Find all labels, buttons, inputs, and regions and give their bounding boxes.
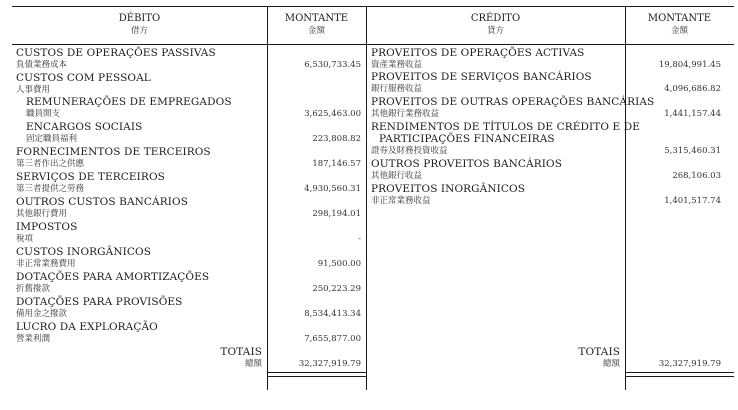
debit-label: CUSTOS COM PESSOAL xyxy=(16,72,151,84)
credit-label-continued: PARTICIPAÇÕES FINANCEIRAS xyxy=(379,133,555,145)
credit-amount: 19,804,991.45 xyxy=(658,60,721,70)
debit-total-amount: 32,327,919.79 xyxy=(298,359,361,369)
debit-zh: 其他銀行費用 xyxy=(16,209,68,219)
debit-amount: 4,930,560.31 xyxy=(304,184,361,194)
debit-label: CUSTOS INORGÂNICOS xyxy=(16,246,152,258)
credit-label: RENDIMENTOS DE TÍTULOS DE CRÉDITO E DE xyxy=(371,121,641,133)
credit-label: PROVEITOS DE SERVIÇOS BANCÁRIOS xyxy=(371,71,592,83)
credit-header-zh: 貸方 xyxy=(486,26,504,36)
debit-amount: 298,194.01 xyxy=(312,209,361,219)
debit-amount: 8,534,413.34 xyxy=(304,309,361,319)
credit-amount-header: MONTANTE xyxy=(647,13,712,24)
debit-zh: 備用金之撥款 xyxy=(16,309,68,319)
debit-amount: 3,625,463.00 xyxy=(304,109,361,119)
credit-amount-header-zh: 金額 xyxy=(670,26,688,36)
credit-total-rule-1 xyxy=(625,372,734,373)
credit-amount: 1,401,517.74 xyxy=(664,196,721,206)
debit-total-rule-1 xyxy=(267,372,366,373)
credit-zh: 證券及財務投資收益 xyxy=(371,146,448,156)
credit-label: PROVEITOS INORGÂNICOS xyxy=(371,183,526,195)
debit-zh: 稅項 xyxy=(16,234,34,244)
debit-amount: - xyxy=(358,234,361,244)
debit-zh: 第三者提供之勞務 xyxy=(16,184,85,194)
debit-amount-header-zh: 金額 xyxy=(307,26,325,36)
credit-zh: 其他銀行業務收益 xyxy=(371,109,440,119)
debit-zh: 負債業務成本 xyxy=(16,60,68,70)
debit-label: OUTROS CUSTOS BANCÁRIOS xyxy=(16,196,188,208)
debit-zh: 非正常業務費用 xyxy=(16,259,76,269)
credit-label: PROVEITOS DE OUTRAS OPERAÇÕES BANCÁRIAS xyxy=(371,96,655,108)
debit-label: ENCARGOS SOCIAIS xyxy=(26,121,143,133)
debit-amount: 7,655,877.00 xyxy=(304,334,361,344)
credit-zh: 銀行服務收益 xyxy=(371,84,423,94)
debit-label: IMPOSTOS xyxy=(16,221,78,233)
debit-totals-label: TOTAIS xyxy=(220,346,262,358)
debit-zh: 營業利潤 xyxy=(16,334,51,344)
debit-label: DOTAÇÕES PARA PROVISÕES xyxy=(16,296,183,308)
credit-zh: 資產業務收益 xyxy=(371,60,423,70)
credit-zh: 其他銀行收益 xyxy=(371,171,423,181)
debit-zh: 折舊撥款 xyxy=(16,284,51,294)
credit-totals-label: TOTAIS xyxy=(578,346,620,358)
debit-amount-header: MONTANTE xyxy=(284,13,349,24)
debit-header-zh: 借方 xyxy=(130,26,148,36)
col-divider-3 xyxy=(625,6,626,390)
debit-label: DOTAÇÕES PARA AMORTIZAÇÕES xyxy=(16,271,210,283)
credit-total-rule-2 xyxy=(625,376,734,377)
debit-zh: 第三者作出之供應 xyxy=(16,159,85,169)
debit-amount: 6,530,733.45 xyxy=(304,60,361,70)
col-divider-2 xyxy=(366,6,367,390)
debit-zh: 人事費用 xyxy=(16,85,51,95)
credit-amount: 1,441,157.44 xyxy=(664,109,721,119)
debit-total-rule-2 xyxy=(267,376,366,377)
debit-label: CUSTOS DE OPERAÇÕES PASSIVAS xyxy=(16,47,216,59)
debit-totals-zh: 總額 xyxy=(244,359,262,369)
credit-amount: 268,106.03 xyxy=(672,171,721,181)
credit-zh: 非正常業務收益 xyxy=(371,196,431,206)
debit-zh: 職員開支 xyxy=(26,109,61,119)
debit-amount: 91,500.00 xyxy=(317,259,361,269)
credit-total-amount: 32,327,919.79 xyxy=(658,359,721,369)
debit-header: DÉBITO xyxy=(118,13,161,24)
credit-label: OUTROS PROVEITOS BANCÁRIOS xyxy=(371,158,562,170)
credit-label: PROVEITOS DE OPERAÇÕES ACTIVAS xyxy=(371,47,585,59)
debit-amount: 223,808.82 xyxy=(312,134,361,144)
credit-header: CRÉDITO xyxy=(470,13,521,24)
debit-zh: 固定職員福利 xyxy=(26,134,78,144)
credit-amount: 4,096,686.82 xyxy=(664,84,721,94)
credit-totals-zh: 總額 xyxy=(602,359,620,369)
col-divider-1 xyxy=(267,6,268,390)
debit-label: REMUNERAÇÕES DE EMPREGADOS xyxy=(26,96,232,108)
debit-amount: 250,223.29 xyxy=(312,284,361,294)
debit-label: SERVIÇOS DE TERCEIROS xyxy=(16,171,165,183)
debit-label: LUCRO DA EXPLORAÇÃO xyxy=(16,321,158,333)
credit-amount: 5,315,460.31 xyxy=(664,146,721,156)
debit-amount: 187,146.57 xyxy=(312,159,361,169)
debit-label: FORNECIMENTOS DE TERCEIROS xyxy=(16,146,211,158)
